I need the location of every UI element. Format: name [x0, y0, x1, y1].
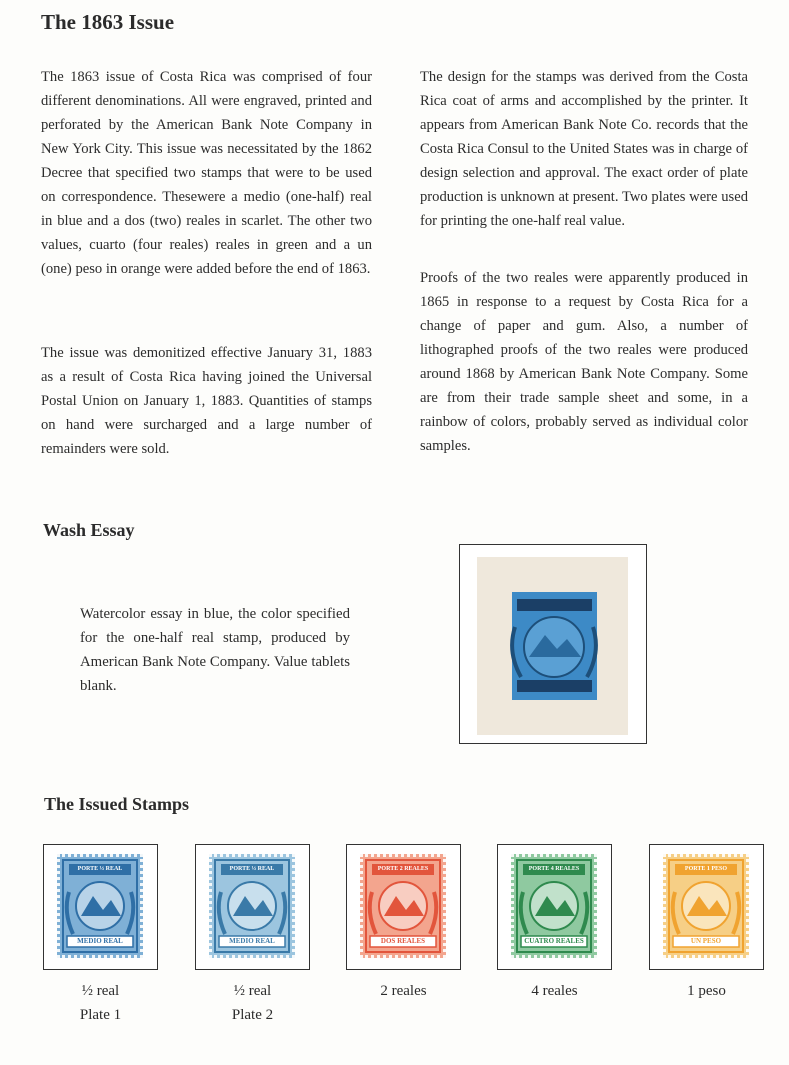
proofs-paragraph: Proofs of the two reales were apparently produced in 1865 in response to a request by Costa Rica for a change of paper and gum. Also, a number of lithographed proofs of the two reales were produced around 1868 by American Bank Note Company. Some are from their trade sample sheet and some, in a rainbow of colors, probably served as individual color samples.	[420, 270, 748, 454]
wash-essay-card	[477, 557, 628, 735]
stamp-value-tablet: MEDIO REAL	[229, 937, 275, 945]
stamp-top-label: PORTE 1 PESO	[684, 866, 728, 872]
wash-essay-stamp-image	[477, 557, 628, 735]
stamp-denomination: 1 peso	[687, 983, 726, 999]
stamp-frame	[649, 844, 764, 970]
stamp-frame	[346, 844, 461, 970]
stamp-top-label: PORTE ½ REAL	[77, 866, 123, 872]
wash-essay-description: Watercolor essay in blue, the color specified for the one-half real stamp, produced by American Bank Note Company. Value tablets blank.	[80, 606, 350, 694]
stamp-plate: Plate 2	[231, 1007, 274, 1023]
page-title: The 1863 Issue	[41, 10, 175, 34]
stamp-denomination: 4 reales	[531, 983, 578, 999]
stamp-top-label: PORTE 4 REALES	[528, 866, 580, 872]
stamp-image	[360, 854, 446, 958]
stamp-denomination: 2 reales	[380, 983, 427, 999]
stamp-top-label: PORTE 2 REALES	[377, 866, 429, 872]
stamp-caption	[497, 979, 612, 1003]
stamp-image	[511, 854, 597, 958]
intro-paragraph-left: The 1863 issue of Costa Rica was comprised of four different denominations. All were engraved, printed and perforated by the American Bank Note Company in New York City. This issue was necessitated by the 1862 Decree that specified two stamps that were to be used on correspondence. Thesewere a medio (one-half) real in blue and a dos (two) reales in scarlet. The other two values, cuarto (four reales) reales in green and a un (one) peso in orange were added before the end of 1863.	[41, 69, 372, 277]
stamp-denomination: ½ real	[233, 983, 272, 999]
stamp-plate: Plate 1	[79, 1007, 122, 1023]
wash-essay-heading: Wash Essay	[43, 520, 135, 540]
wash-essay-mount	[459, 544, 647, 744]
stamp-image	[663, 854, 749, 958]
stamp-frame	[497, 844, 612, 970]
stamp-image	[209, 854, 295, 958]
stamp-frame	[195, 844, 310, 970]
stamp-caption	[346, 979, 461, 1003]
demonetization-paragraph: The issue was demonitized effective January 31, 1883 as a result of Costa Rica having joined the Universal Postal Union on January 1, 1883. Quantities of stamps on hand were surcharged and a large number of remainders were sold.	[41, 345, 372, 457]
issued-stamps-heading: The Issued Stamps	[44, 794, 190, 814]
stamp-value-tablet: UN PESO	[690, 937, 722, 945]
stamp-image	[57, 854, 143, 958]
stamp-frame	[43, 844, 158, 970]
stamp-value-tablet: DOS REALES	[380, 937, 426, 945]
stamp-value-tablet: MEDIO REAL	[77, 937, 123, 945]
stamp-caption	[43, 979, 158, 1027]
design-paragraph: The design for the stamps was derived from the Costa Rica coat of arms and accomplished by the printer. It appears from American Bank Note Co. records that the Costa Rica Consul to the United States was in charge of design selection and approval. The exact order of plate production is unknown at present. Two plates were used for printing the one-half real value.	[420, 69, 748, 229]
stamp-caption	[649, 979, 764, 1003]
stamp-caption	[195, 979, 310, 1027]
stamp-top-label: PORTE ½ REAL	[229, 866, 275, 872]
stamp-value-tablet: CUATRO REALES	[524, 937, 584, 945]
stamp-denomination: ½ real	[81, 983, 120, 999]
